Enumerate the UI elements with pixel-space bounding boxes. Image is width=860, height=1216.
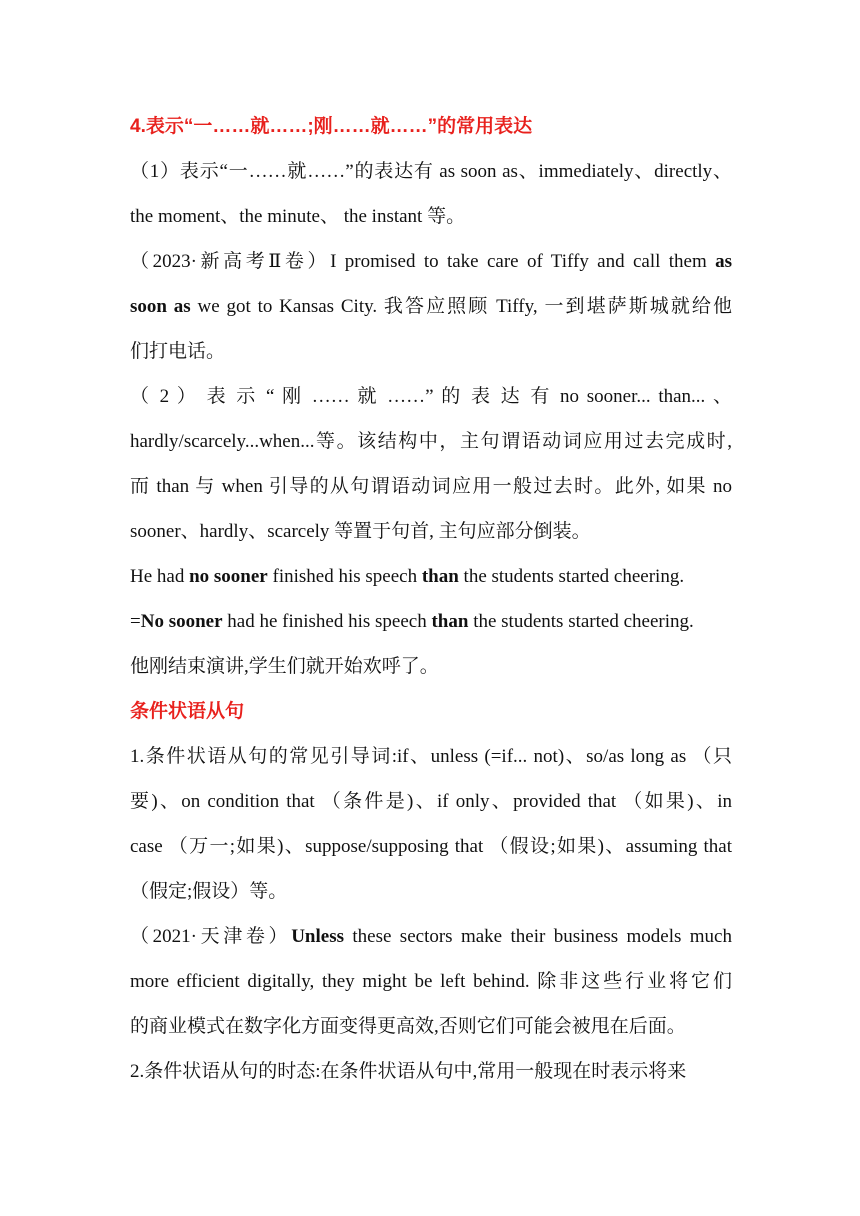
paragraph-line: （1）表示“一……就……”的表达有 as soon as、immediately、directly、 [130,161,732,182]
example-text: （2021·天津卷） [130,926,292,947]
example-line [130,239,732,284]
example-text: （2023·新高考Ⅱ卷）I promised to take care of Tiffy and call them [130,251,716,272]
bold-keyword: No sooner [140,611,223,632]
paragraph-line: （假定;假设）等。 [130,881,288,902]
example-line [130,599,732,644]
paragraph-line: the moment、the minute、 the instant 等。 [130,206,466,227]
example-text: finished his speech [267,566,422,587]
example-text: we got to Kansas City. 我答应照顾 Tiffy, 一到堪萨斯城就给他 [190,296,732,317]
example-line: 们打电话。 [130,341,226,362]
example-text: the students started cheering. [458,566,685,587]
example-line [130,554,732,599]
bold-keyword: Unless [291,926,344,947]
example-text: He had [130,566,190,587]
example-line: 的商业模式在数字化方面变得更高效,否则它们可能会被甩在后面。 [130,1016,686,1037]
paragraph-line: （ 2 ） 表 示 “ 刚 …… 就 ……” 的 表 达 有 no sooner... than... 、 [130,386,732,407]
section-heading-expressions: 4.表示“一……就……;刚……就……”的常用表达 [130,116,533,137]
paragraph-line: 而 than 与 when 引导的从句谓语动词应用一般过去时。此外, 如果 no [130,476,732,497]
example-text: these sectors make their business models much [343,926,732,947]
example-line [130,284,732,329]
example-text: had he finished his speech [222,611,432,632]
paragraph-line: sooner、hardly、scarcely 等置于句首, 主句应部分倒装。 [130,521,591,542]
paragraph-line: 要)、on condition that （条件是)、if only、provided that （如果)、in [130,791,732,812]
section-heading-conditional: 条件状语从句 [130,701,245,722]
paragraph-line: 1.条件状语从句的常见引导词:if、unless (=if... not)、so/as long as （只 [130,746,732,767]
bold-keyword: no sooner [189,566,268,587]
document-page [130,104,732,1094]
bold-keyword: as [715,251,732,272]
paragraph-line: case （万一;如果)、suppose/supposing that （假设;如果)、assuming that [130,836,732,857]
paragraph-line: 2.条件状语从句的时态:在条件状语从句中,常用一般现在时表示将来 [130,1061,687,1082]
bold-keyword: than [421,566,459,587]
example-text: = [130,611,141,632]
bold-keyword: than [431,611,469,632]
bold-keyword: soon as [130,296,191,317]
example-text: the students started cheering. [468,611,694,632]
paragraph-line: hardly/scarcely...when...等。该结构中，主句谓语动词应用过去完成时, [130,431,732,452]
example-line: more efficient digitally, they might be left behind. 除非这些行业将它们 [130,971,732,992]
example-line [130,914,732,959]
example-line: 他刚结束演讲,学生们就开始欢呼了。 [130,656,439,677]
